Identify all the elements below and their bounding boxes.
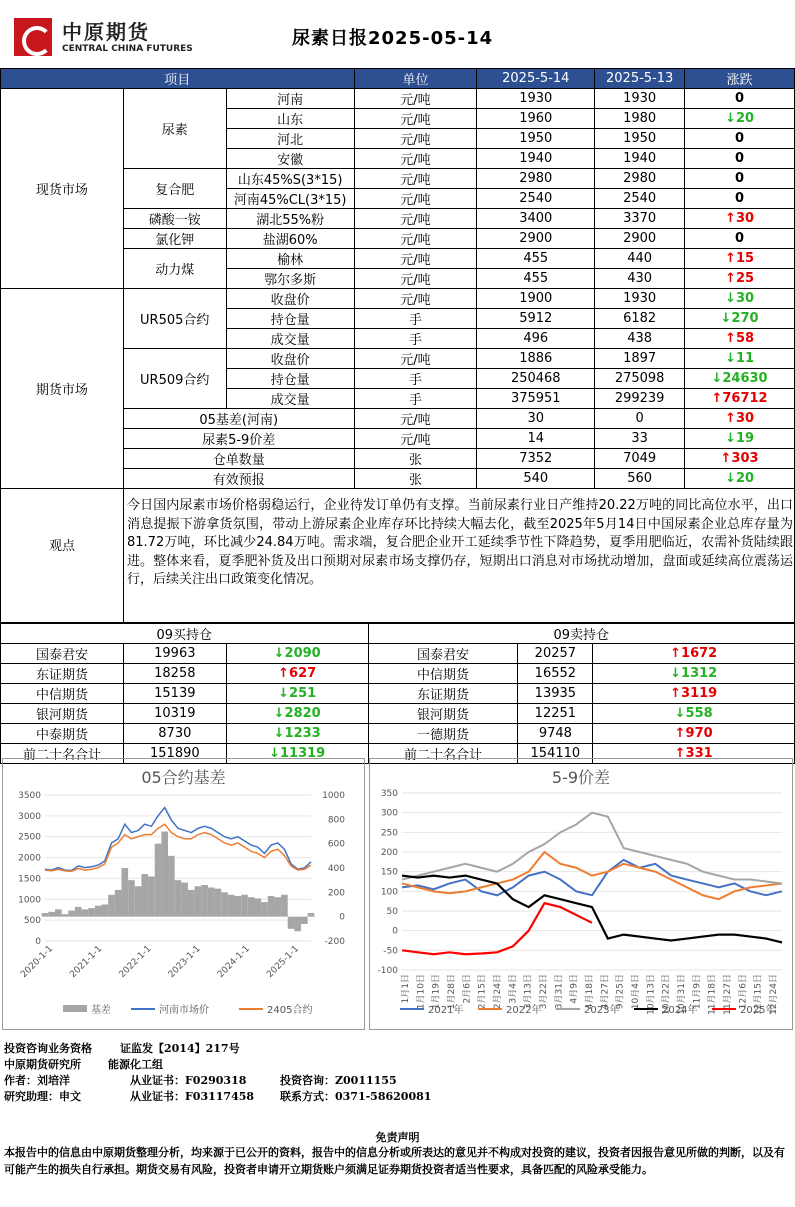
unit-cell: 元/吨 [354, 249, 477, 269]
y-tick-label: 150 [380, 867, 398, 878]
y-tick-label: -50 [383, 946, 398, 957]
y-tick-label: 250 [380, 828, 398, 839]
today-cell: 540 [477, 469, 595, 489]
sell-change: ↑1672 [593, 644, 795, 664]
col-header-change: 涨跌 [685, 69, 795, 89]
unit-cell: 元/吨 [354, 149, 477, 169]
y-tick-label: 100 [380, 887, 398, 898]
legend-swatch [63, 1005, 87, 1012]
category-map: 磷酸一铵 [123, 209, 226, 229]
basis-bar [141, 874, 148, 917]
today-cell: 1940 [477, 149, 595, 169]
x-tick-label: 12月24日 [769, 974, 779, 1015]
buy-volume: 151890 [123, 744, 226, 764]
team-name: 能源化工组 [108, 1058, 163, 1071]
basis-bar [215, 889, 222, 917]
unit-cell: 元/吨 [354, 349, 477, 369]
buy-volume: 18258 [123, 664, 226, 684]
legend-label: 2405合约 [267, 1005, 313, 1016]
change-cell: ↑58 [685, 329, 795, 349]
basis-bar [42, 913, 49, 917]
buy-change: ↓11319 [226, 744, 368, 764]
prev-cell: 6182 [595, 309, 685, 329]
x-tick-label: 10月4日 [631, 974, 641, 1010]
x-tick-label: 1月1日 [401, 974, 411, 1004]
change-cell: ↓24630 [685, 369, 795, 389]
change-cell: ↑30 [685, 409, 795, 429]
qualification-label: 投资咨询业务资格 [4, 1042, 92, 1055]
legend-label: 2023年 [584, 1005, 620, 1016]
x-tick-label: 2023-1-1 [166, 944, 203, 981]
view-label: 观点 [1, 467, 124, 622]
item-name: 成交量 [226, 329, 354, 349]
x-tick-label: 11月9日 [692, 974, 703, 1010]
prev-cell: 1980 [595, 109, 685, 129]
today-cell: 455 [477, 269, 595, 289]
sell-volume: 12251 [518, 704, 593, 724]
today-cell: 1950 [477, 129, 595, 149]
item-name: 湖北55%粉 [226, 209, 354, 229]
basis-chart-title: 05合约基差 [141, 768, 226, 787]
unit-cell: 元/吨 [354, 129, 477, 149]
assistant: 研究助理：申文 [4, 1090, 81, 1103]
basis-bar [121, 868, 128, 917]
x-tick-label: 10月31日 [677, 974, 687, 1015]
logo-text-en: CENTRAL CHINA FUTURES [62, 44, 193, 54]
y-left-tick-label: 1500 [18, 874, 41, 885]
basis-bar [288, 917, 295, 929]
basis-bar [274, 897, 281, 916]
buy-broker: 中泰期货 [1, 724, 124, 744]
x-tick-label: 3月13日 [523, 974, 534, 1010]
today-cell: 7352 [477, 449, 595, 469]
buy-broker: 国泰君安 [1, 644, 124, 664]
basis-bar [75, 907, 82, 917]
sell-broker: 中信期货 [368, 664, 518, 684]
item-name: 成交量 [226, 389, 354, 409]
x-tick-label: 11月27日 [723, 974, 733, 1015]
sell-broker: 银河期货 [368, 704, 518, 724]
x-tick-label: 12月6日 [738, 974, 749, 1010]
basis-bar [88, 908, 95, 917]
unit-cell: 手 [354, 369, 477, 389]
positions-row [1, 644, 795, 664]
basis-bar [268, 896, 275, 917]
report-header [0, 0, 795, 68]
item-name: 持仓量 [226, 369, 354, 389]
col-header-unit: 单位 [354, 69, 477, 89]
contract-ur509: UR509合约 [123, 349, 226, 409]
basis-bar [161, 832, 168, 917]
basis-bar [55, 909, 62, 916]
author-cert: 从业证书：F0290318 [130, 1074, 247, 1087]
basis-chart-svg [3, 759, 364, 1029]
basis-bar [148, 877, 155, 917]
prev-cell: 3370 [595, 209, 685, 229]
prev-cell: 1940 [595, 149, 685, 169]
y-right-tick-label: 1000 [322, 791, 345, 801]
basis-bar [241, 895, 248, 917]
prev-cell: 1930 [595, 289, 685, 309]
buy-change: ↓2090 [226, 644, 368, 664]
x-tick-label: 12月15日 [753, 974, 764, 1015]
x-tick-label: 10月22日 [661, 974, 672, 1015]
prev-cell: 438 [595, 329, 685, 349]
y-tick-label: 300 [380, 808, 398, 819]
prev-cell: 2540 [595, 189, 685, 209]
x-tick-label: 2022-1-1 [117, 944, 154, 981]
table-row [1, 89, 795, 109]
today-cell: 3400 [477, 209, 595, 229]
item-name: 安徽 [226, 149, 354, 169]
unit-cell: 元/吨 [354, 269, 477, 289]
buy-volume: 19963 [123, 644, 226, 664]
y-tick-label: 350 [380, 789, 398, 799]
sell-change: ↓1312 [593, 664, 795, 684]
dept-name: 中原期货研究所 [4, 1058, 81, 1071]
buy-broker: 银河期货 [1, 704, 124, 724]
unit-cell: 元/吨 [354, 429, 477, 449]
author-consult: 投资咨询：Z0011155 [280, 1074, 397, 1087]
unit-cell: 元/吨 [354, 89, 477, 109]
x-tick-label: 3月31日 [554, 974, 565, 1010]
y-right-tick-label: -200 [324, 937, 345, 947]
sell-change: ↓558 [593, 704, 795, 724]
x-tick-label: 4月9日 [569, 974, 580, 1004]
y-left-tick-label: 1000 [18, 895, 41, 906]
positions-row [1, 664, 795, 684]
prev-cell: 7049 [595, 449, 685, 469]
y-right-tick-label: 600 [327, 839, 345, 850]
sell-broker: 东证期货 [368, 684, 518, 704]
change-cell: ↑30 [685, 209, 795, 229]
today-cell: 375951 [477, 389, 595, 409]
qualification-value: 证监发【2014】217号 [120, 1042, 240, 1055]
sell-positions-title: 09卖持仓 [368, 624, 794, 644]
basis-bar [301, 917, 308, 924]
buy-change: ↑627 [226, 664, 368, 684]
assistant-cert: 从业证书：F03117458 [130, 1090, 255, 1103]
category-compound: 复合肥 [123, 169, 226, 209]
x-tick-label: 2月6日 [462, 974, 473, 1004]
basis-bar [208, 887, 215, 916]
col-header-item: 项目 [1, 69, 355, 89]
positions-row [1, 684, 795, 704]
basis-bar [82, 909, 89, 916]
sell-volume: 154110 [518, 744, 593, 764]
table-header-row [1, 69, 795, 89]
basis-bar [181, 883, 188, 917]
spread-chart-title: 5-9价差 [551, 768, 611, 787]
buy-volume: 15139 [123, 684, 226, 704]
unit-cell: 元/吨 [354, 189, 477, 209]
change-cell: ↑15 [685, 249, 795, 269]
unit-cell: 元/吨 [354, 229, 477, 249]
x-tick-label: 4月27日 [600, 974, 611, 1010]
group-futures: 期货市场 [1, 289, 124, 489]
y-left-tick-label: 3000 [18, 811, 41, 822]
unit-cell: 元/吨 [354, 409, 477, 429]
today-cell: 5912 [477, 309, 595, 329]
sell-volume: 9748 [518, 724, 593, 744]
today-cell: 2980 [477, 169, 595, 189]
sell-broker: 一德期货 [368, 724, 518, 744]
basis-bar [228, 895, 235, 917]
positions-header-row [1, 624, 795, 644]
spread-chart [369, 758, 793, 1030]
positions-table [0, 623, 795, 764]
y-tick-label: 0 [392, 926, 398, 937]
x-tick-label: 2020-1-1 [19, 944, 56, 981]
sell-volume: 20257 [518, 644, 593, 664]
item-name: 05基差(河南) [123, 409, 354, 429]
basis-bar [135, 886, 142, 916]
y-left-tick-label: 500 [23, 916, 41, 927]
y-right-tick-label: 400 [327, 864, 345, 874]
unit-cell: 手 [354, 389, 477, 409]
change-cell: ↑303 [685, 449, 795, 469]
change-cell: ↓30 [685, 289, 795, 309]
table-row [1, 289, 795, 309]
today-cell: 1886 [477, 349, 595, 369]
y-right-tick-label: 800 [327, 815, 345, 826]
today-cell: 250468 [477, 369, 595, 389]
basis-bar [168, 856, 175, 917]
unit-cell: 元/吨 [354, 109, 477, 129]
series-2023-line [402, 813, 782, 884]
item-name: 河南45%CL(3*15) [226, 189, 354, 209]
sell-change: ↑331 [593, 744, 795, 764]
author: 作者：刘培洋 [4, 1074, 70, 1087]
basis-bar [254, 898, 261, 916]
col-header-today: 2025-5-14 [477, 69, 595, 89]
x-tick-label: 1月10日 [416, 974, 427, 1010]
y-left-tick-label: 2000 [18, 853, 41, 864]
x-tick-label: 9月25日 [615, 974, 626, 1010]
basis-bar [201, 885, 208, 917]
contact-info: 联系方式：0371-58620081 [280, 1090, 432, 1103]
basis-bar [261, 902, 268, 917]
basis-bar [235, 896, 242, 917]
change-cell: ↓20 [685, 469, 795, 489]
item-name: 盐湖60% [226, 229, 354, 249]
basis-bar [108, 895, 115, 917]
buy-broker: 前二十名合计 [1, 744, 124, 764]
company-logo-icon [14, 18, 52, 56]
view-text: 今日国内尿素市场价格弱稳运行，企业待发订单仍有支撑。当前尿素行业日产维持20.22万吨的同比高位水平，出口消息提振下游拿货氛围，带动上游尿素企业库存环比持续大幅去化，截至2025年5月14日中国尿素企业总库存量为81.72万吨，环比减少24.84万吨。需求端，复合肥企业开工延续季节性下降趋势，夏季用肥临近，农需补货陆续跟进。整体来看，夏季肥补货及出口预期对尿素市场支撑仍存，短期出口消息对市场扰动增加，盘面或延续高位震荡运行，后续关注出口政策变化情况。 [127, 498, 793, 587]
positions-row [1, 704, 795, 724]
prev-cell: 1930 [595, 89, 685, 109]
change-cell: 0 [685, 89, 795, 109]
item-name: 仓单数量 [123, 449, 354, 469]
change-cell: 0 [685, 169, 795, 189]
col-header-prev: 2025-5-13 [595, 69, 685, 89]
item-name: 榆林 [226, 249, 354, 269]
basis-bar [175, 880, 182, 916]
basis-bar [95, 906, 102, 917]
change-cell: ↓11 [685, 349, 795, 369]
buy-change: ↓2820 [226, 704, 368, 724]
today-cell: 2900 [477, 229, 595, 249]
basis-bar [221, 892, 228, 916]
unit-cell: 张 [354, 449, 477, 469]
legend-label: 基差 [91, 1005, 111, 1016]
x-tick-label: 1月19日 [431, 974, 442, 1010]
today-cell: 1960 [477, 109, 595, 129]
prev-cell: 299239 [595, 389, 685, 409]
buy-volume: 8730 [123, 724, 226, 744]
basis-bar [62, 914, 69, 916]
x-tick-label: 10月13日 [646, 974, 657, 1015]
prev-cell: 430 [595, 269, 685, 289]
item-name: 河北 [226, 129, 354, 149]
y-tick-label: 50 [386, 907, 398, 917]
report-title: 尿素日报2025-05-14 [292, 28, 494, 49]
buy-change: ↓1233 [226, 724, 368, 744]
y-tick-label: -100 [377, 966, 398, 976]
basis-bar [115, 890, 122, 917]
basis-bar [308, 913, 315, 917]
basis-bar [155, 844, 162, 917]
category-urea: 尿素 [123, 89, 226, 169]
prev-cell: 2900 [595, 229, 685, 249]
item-name: 有效预报 [123, 469, 354, 489]
prev-cell: 275098 [595, 369, 685, 389]
legend-label: 2024年 [662, 1005, 698, 1016]
prev-cell: 440 [595, 249, 685, 269]
x-tick-label: 3月4日 [508, 974, 519, 1004]
henan-price-line [45, 808, 311, 871]
basis-bar [188, 890, 195, 917]
change-cell: ↓19 [685, 429, 795, 449]
basis-bar [281, 895, 288, 917]
today-cell: 496 [477, 329, 595, 349]
legend-label: 2021年 [428, 1005, 464, 1016]
x-tick-label: 11月18日 [707, 974, 718, 1015]
today-cell: 14 [477, 429, 595, 449]
sell-change: ↑3119 [593, 684, 795, 704]
change-cell: 0 [685, 129, 795, 149]
y-tick-label: 200 [380, 848, 398, 858]
buy-change: ↓251 [226, 684, 368, 704]
item-name: 山东45%S(3*15) [226, 169, 354, 189]
contract-2405-line [45, 824, 311, 871]
item-name: 山东 [226, 109, 354, 129]
y-right-tick-label: 0 [339, 912, 345, 923]
item-name: 收盘价 [226, 289, 354, 309]
item-name: 鄂尔多斯 [226, 269, 354, 289]
logo-text-cn: 中原期货 [62, 20, 150, 44]
change-cell: 0 [685, 229, 795, 249]
sell-broker: 国泰君安 [368, 644, 518, 664]
group-spot: 现货市场 [1, 89, 124, 289]
today-cell: 455 [477, 249, 595, 269]
disclaimer-title: 免责声明 [375, 1131, 420, 1144]
change-cell: ↑76712 [685, 389, 795, 409]
sell-volume: 13935 [518, 684, 593, 704]
unit-cell: 元/吨 [354, 169, 477, 189]
item-name: 河南 [226, 89, 354, 109]
unit-cell: 手 [354, 329, 477, 349]
basis-bar [68, 911, 75, 917]
y-left-tick-label: 3500 [18, 791, 41, 801]
x-tick-label: 1月28日 [447, 974, 457, 1010]
x-tick-label: 2024-1-1 [215, 944, 252, 981]
sell-volume: 16552 [518, 664, 593, 684]
market-view-section [0, 467, 795, 623]
item-name: 尿素5-9价差 [123, 429, 354, 449]
x-tick-label: 2021-1-1 [68, 944, 105, 981]
basis-bar [102, 905, 109, 917]
legend-label: 河南市场价 [159, 1005, 209, 1016]
spread-chart-svg [370, 759, 792, 1029]
market-data-table [0, 68, 795, 489]
change-cell: 0 [685, 189, 795, 209]
y-left-tick-label: 2500 [18, 832, 41, 843]
legend-label: 2022年 [506, 1005, 542, 1016]
unit-cell: 手 [354, 309, 477, 329]
basis-bar [195, 886, 202, 916]
y-left-tick-label: 0 [35, 937, 41, 947]
basis-chart [2, 758, 365, 1030]
basis-bar [128, 880, 135, 916]
item-name: 收盘价 [226, 349, 354, 369]
unit-cell: 张 [354, 469, 477, 489]
prev-cell: 0 [595, 409, 685, 429]
prev-cell: 1897 [595, 349, 685, 369]
basis-bar [294, 917, 301, 932]
prev-cell: 2980 [595, 169, 685, 189]
unit-cell: 元/吨 [354, 209, 477, 229]
y-right-tick-label: 200 [327, 888, 345, 899]
buy-positions-title: 09买持仓 [1, 624, 369, 644]
buy-broker: 东证期货 [1, 664, 124, 684]
sell-change: ↑970 [593, 724, 795, 744]
basis-bar [48, 912, 55, 917]
legend-label: 2025年 [740, 1005, 776, 1016]
sell-broker: 前二十名合计 [368, 744, 518, 764]
change-cell: ↓270 [685, 309, 795, 329]
x-tick-label: 3月22日 [539, 974, 549, 1010]
category-kcl: 氯化钾 [123, 229, 226, 249]
change-cell: 0 [685, 149, 795, 169]
today-cell: 30 [477, 409, 595, 429]
unit-cell: 元/吨 [354, 289, 477, 309]
prev-cell: 560 [595, 469, 685, 489]
basis-bar [248, 897, 255, 916]
x-tick-label: 4月18日 [585, 974, 595, 1010]
x-tick-label: 2025-1-1 [265, 944, 302, 981]
today-cell: 1900 [477, 289, 595, 309]
today-cell: 2540 [477, 189, 595, 209]
contract-ur505: UR505合约 [123, 289, 226, 349]
change-cell: ↑25 [685, 269, 795, 289]
today-cell: 1930 [477, 89, 595, 109]
x-tick-label: 2月15日 [477, 974, 488, 1010]
prev-cell: 33 [595, 429, 685, 449]
disclaimer-text: 本报告中的信息由中原期货整理分析，均来源于已公开的资料，报告中的信息分析或所表达的意见并不构成对投资的建议，投资者因报告意见所做的判断，以及有可能产生的损失自行承担。期货交易有风险，投资者申请开立期货账户须满足证券期货投资者适当性要求，具备匹配的风险承受能力。 [4, 1146, 785, 1176]
buy-volume: 10319 [123, 704, 226, 724]
category-coal: 动力煤 [123, 249, 226, 289]
positions-row [1, 724, 795, 744]
buy-broker: 中信期货 [1, 684, 124, 704]
item-name: 持仓量 [226, 309, 354, 329]
prev-cell: 1950 [595, 129, 685, 149]
x-tick-label: 2月24日 [493, 974, 503, 1010]
change-cell: ↓20 [685, 109, 795, 129]
